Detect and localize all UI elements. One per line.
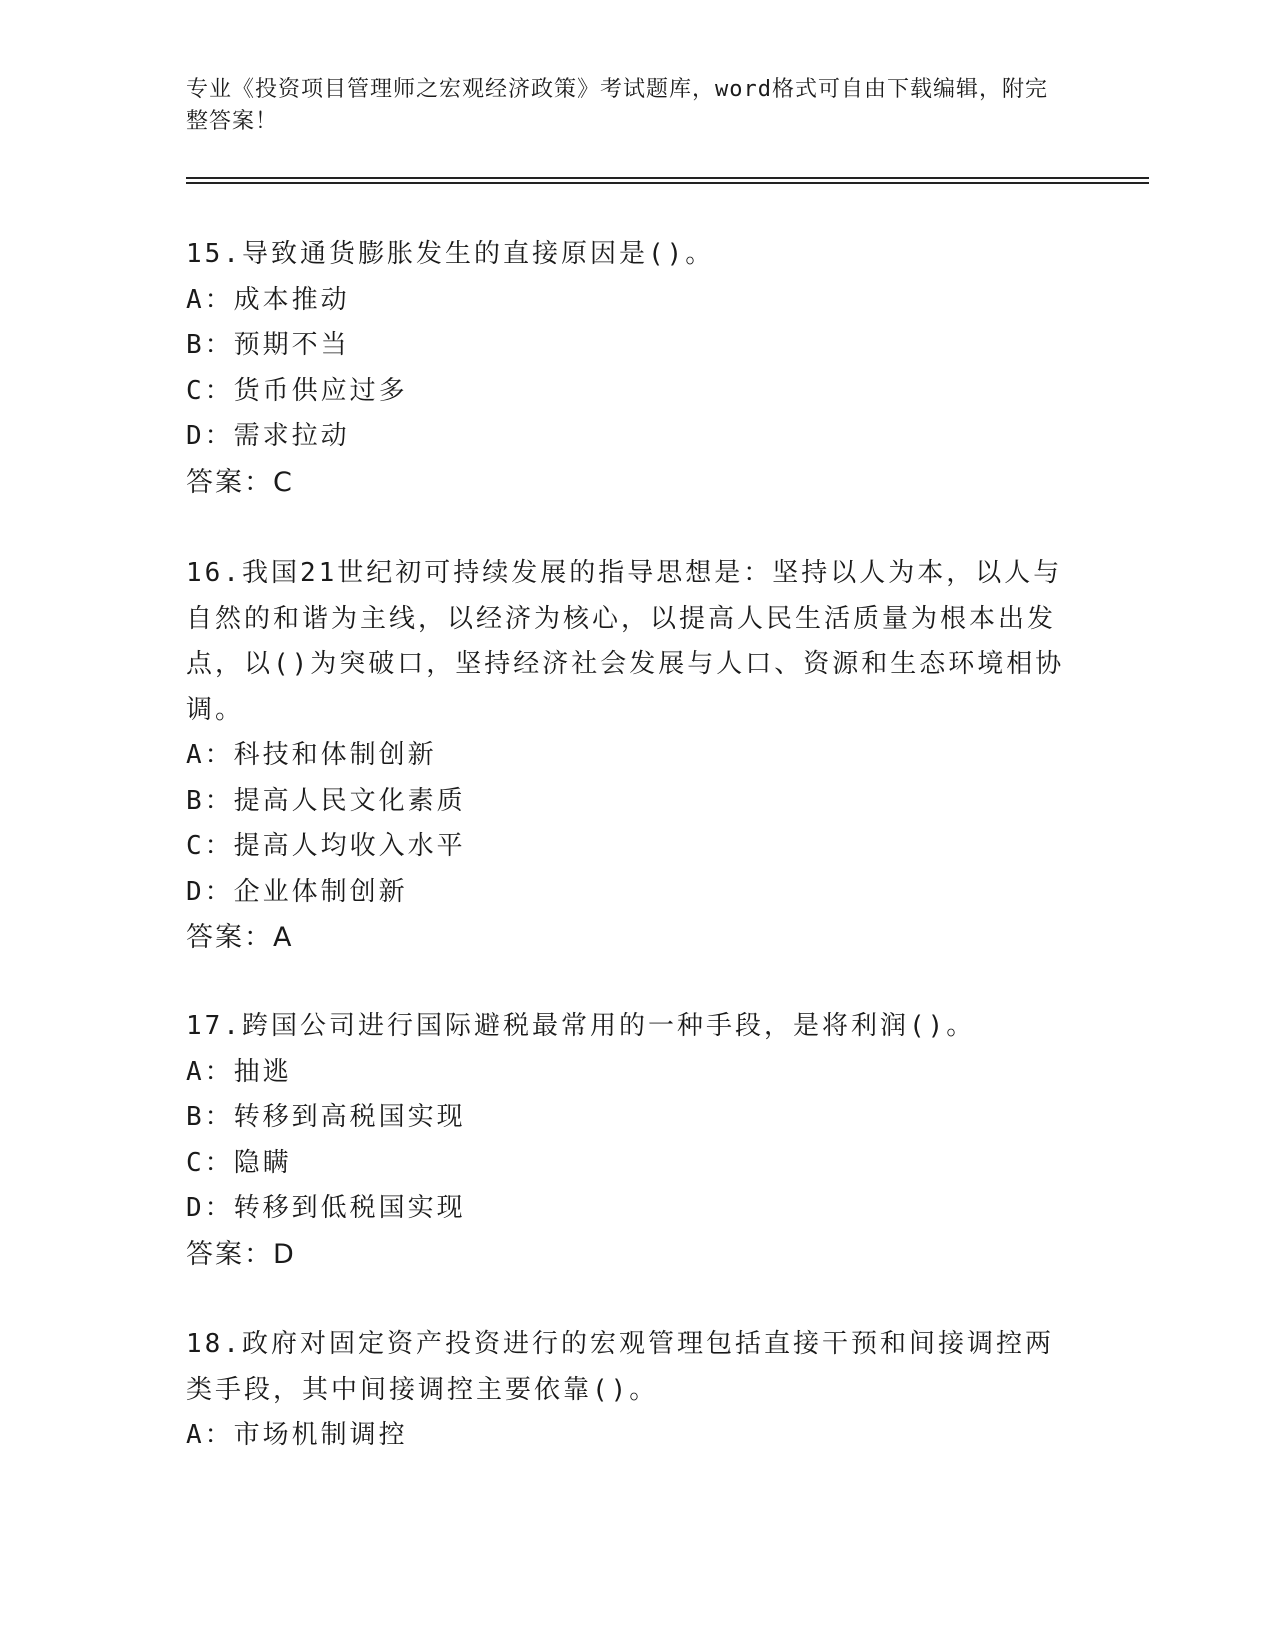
question-15 bbox=[186, 232, 1066, 505]
option-c: C：提高人均收入水平 bbox=[186, 831, 466, 861]
option-d: D：企业体制创新 bbox=[186, 876, 408, 907]
option-b: B：转移到高税国实现 bbox=[186, 1102, 466, 1132]
question-stem: 16.我国21世纪初可持续发展的指导思想是：坚持以人为本，以人与自然的和谐为主线，以经济为核心，以提高人民生活质量为根本出发点，以()为突破口，坚持经济社会发展与人口、资源和生态环境相协调。 bbox=[186, 558, 1065, 725]
question-16 bbox=[186, 551, 1066, 961]
answer-line: 答案：A bbox=[186, 922, 294, 953]
option-a: A：成本推动 bbox=[186, 284, 350, 315]
option-a: A：市场机制调控 bbox=[186, 1420, 408, 1450]
question-stem: 18.政府对固定资产投资进行的宏观管理包括直接干预和间接调控两类手段，其中间接调控主要依靠()。 bbox=[186, 1329, 1054, 1405]
question-stem: 17.跨国公司进行国际避税最常用的一种手段，是将利润()。 bbox=[186, 1011, 976, 1041]
option-a: A：科技和体制创新 bbox=[186, 740, 437, 770]
option-d: D：转移到低税国实现 bbox=[186, 1193, 466, 1223]
option-c: C：货币供应过多 bbox=[186, 375, 408, 406]
option-b: B：预期不当 bbox=[186, 330, 350, 360]
header-divider-bottom bbox=[186, 182, 1149, 184]
option-c: C：隐瞒 bbox=[186, 1147, 292, 1178]
option-b: B：提高人民文化素质 bbox=[186, 785, 466, 816]
answer-line: 答案：C bbox=[186, 466, 294, 498]
question-stem: 15.导致通货膨胀发生的直接原因是()。 bbox=[186, 239, 715, 269]
answer-line: 答案：D bbox=[186, 1238, 296, 1270]
header-divider-top bbox=[186, 177, 1149, 179]
option-a: A：抽逃 bbox=[186, 1056, 292, 1087]
question-17 bbox=[186, 1004, 1066, 1277]
question-18 bbox=[186, 1322, 1066, 1459]
option-d: D：需求拉动 bbox=[186, 421, 350, 451]
document-header: 专业《投资项目管理师之宏观经济政策》考试题库，word格式可自由下载编辑，附完整答案！ bbox=[186, 77, 1048, 134]
